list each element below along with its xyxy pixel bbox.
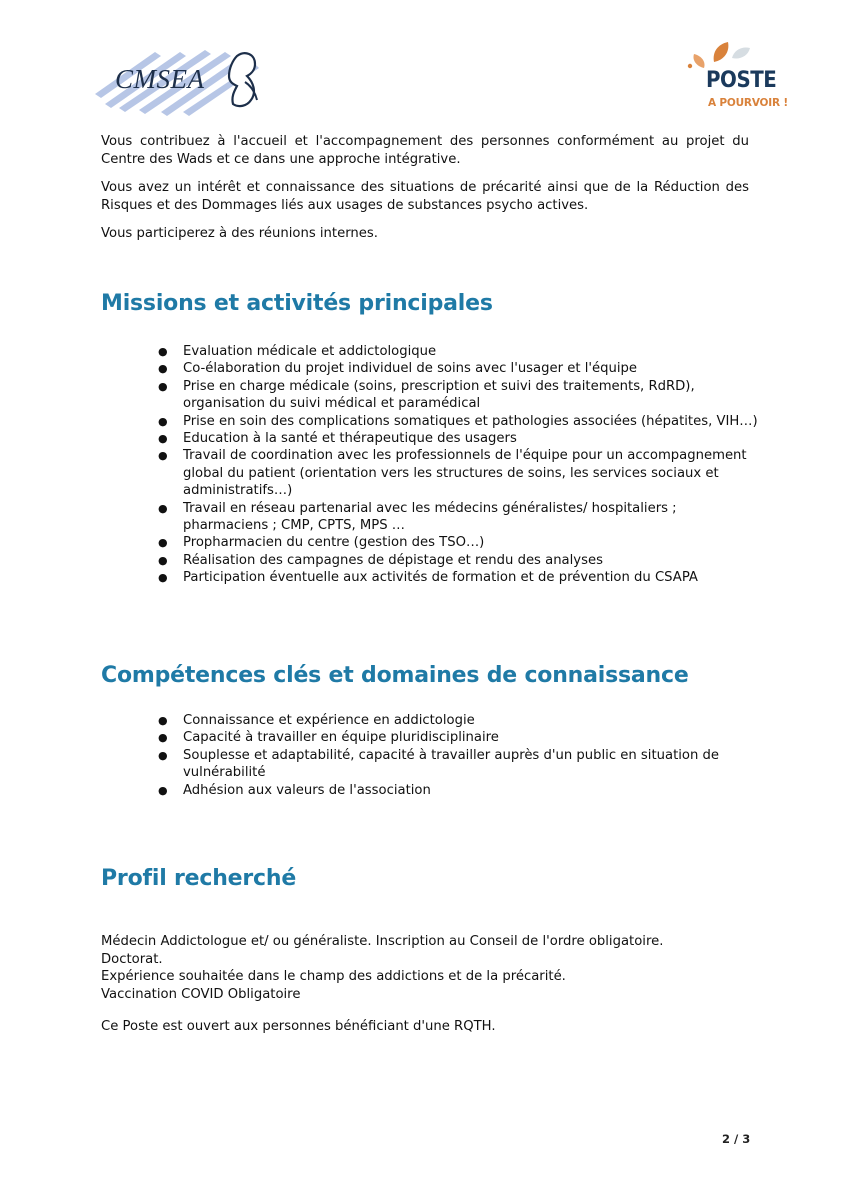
- list-item: ● Adhésion aux valeurs de l'association: [158, 782, 431, 798]
- competences-heading: Compétences clés et domaines de connaissance: [101, 663, 689, 688]
- missions-heading: Missions et activités principales: [101, 291, 493, 316]
- missions-list: [158, 343, 763, 587]
- list-item: ● Prise en charge médicale (soins, prescription et suivi des traitements, RdRD), organisation du suivi médical et paramédical: [158, 378, 695, 412]
- profil-heading: Profil recherché: [101, 866, 297, 891]
- poste-logo-title: POSTE: [706, 68, 777, 93]
- list-item: ● Travail en réseau partenarial avec les médecins généralistes/ hospitaliers ; pharmaciens ; CMP, CPTS, MPS …: [158, 500, 677, 534]
- rqth-statement: Ce Poste est ouvert aux personnes bénéficiant d'une RQTH.: [101, 1019, 496, 1034]
- intro-paragraph-3: Vous participerez à des réunions internes.: [101, 226, 378, 241]
- intro-paragraph-2: Vous avez un intérêt et connaissance des situations de précarité ainsi que de la Réduction des Risques et des Dommages liés aux usages de substances psycho actives.: [101, 180, 749, 213]
- list-item: ● Co-élaboration du projet individuel de soins avec l'usager et l'équipe: [158, 361, 637, 377]
- competences-list: [158, 712, 763, 799]
- list-item: ● Participation éventuelle aux activités de formation et de prévention du CSAPA: [158, 570, 698, 586]
- pourvoir-logo-subtitle: A POURVOIR !: [708, 97, 788, 109]
- list-item: ● Connaissance et expérience en addictologie: [158, 713, 475, 728]
- list-item: ● Evaluation médicale et addictologique: [158, 344, 437, 359]
- profil-line: Expérience souhaitée dans le champ des addictions et de la précarité.: [101, 969, 566, 984]
- list-item: ● Souplesse et adaptabilité, capacité à travailler auprès d'un public en situation de vulnérabilité: [158, 747, 720, 781]
- intro-paragraph-1: Vous contribuez à l'accueil et l'accompagnement des personnes conformément au projet du Centre des Wads et ce dans une approche intégrative.: [101, 134, 749, 167]
- cmsea-logo: [95, 42, 275, 122]
- list-item: ● Travail de coordination avec les professionnels de l'équipe pour un accompagnement global du patient (orientation vers les structures de soins, les services sociaux et administratifs…): [158, 448, 747, 499]
- profil-section: [101, 933, 751, 1003]
- list-item: ● Capacité à travailler en équipe pluridisciplinaire: [158, 730, 499, 746]
- intro-section: [101, 133, 749, 243]
- profil-line: Doctorat.: [101, 951, 163, 967]
- profil-line: Vaccination COVID Obligatoire: [101, 986, 301, 1002]
- poste-a-pourvoir-logo: [676, 40, 788, 120]
- list-item: ● Propharmacien du centre (gestion des TSO…): [158, 535, 485, 551]
- list-item: ● Education à la santé et thérapeutique des usagers: [158, 431, 517, 447]
- list-item: ● Prise en soin des complications somatiques et pathologies associées (hépatites, VIH…): [158, 413, 758, 429]
- profil-line: Médecin Addictologue et/ ou généraliste. Inscription au Conseil de l'ordre obligatoire.: [101, 934, 664, 949]
- page-number: 2 / 3: [722, 1132, 751, 1146]
- list-item: ● Réalisation des campagnes de dépistage et rendu des analyses: [158, 552, 603, 568]
- cmsea-logo-text: CMSEA: [115, 64, 205, 94]
